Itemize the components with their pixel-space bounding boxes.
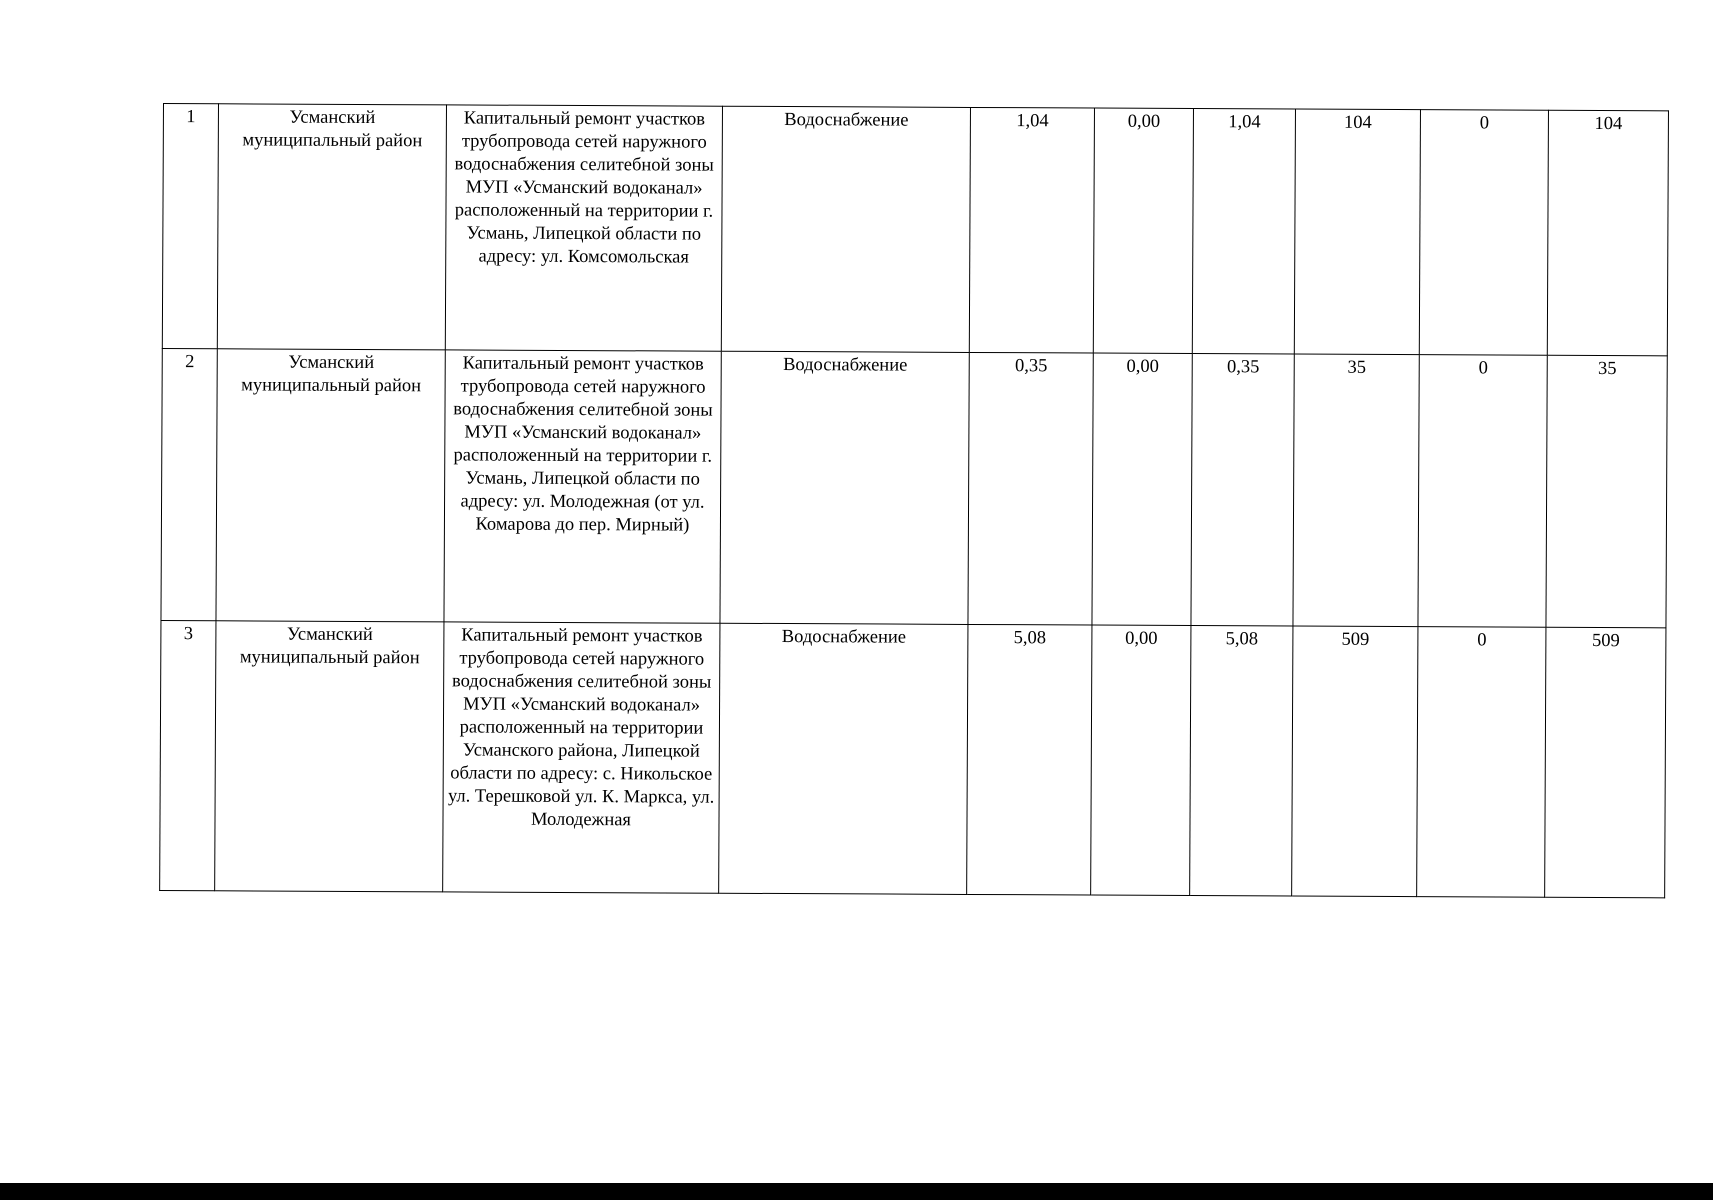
value-cell: 0 (1417, 627, 1546, 898)
value-cell: 5,08 (967, 624, 1092, 895)
description-cell: Капитальный ремонт участков трубопровода сетей наружного водоснабжения селитебной зоны МУП «Усманский водоканал» расположенный на территории г. Усмань, Липецкой области по адресу: ул. Молодежная (от ул. Комарова до пер. Мирный) (444, 350, 721, 623)
value-cell: 35 (1293, 354, 1419, 627)
district-cell: Усманский муниципальный район (217, 104, 446, 350)
scan-edge-bar (0, 1183, 1713, 1200)
row-number: 3 (160, 620, 216, 890)
district-cell: Усманский муниципальный район (215, 621, 444, 892)
row-number: 1 (162, 104, 218, 349)
service-cell: Водоснабжение (720, 351, 969, 624)
value-cell: 509 (1545, 627, 1666, 898)
service-cell: Водоснабжение (719, 623, 968, 894)
value-cell: 104 (1294, 109, 1420, 355)
table-row (160, 620, 1666, 897)
value-cell: 0,00 (1091, 625, 1191, 895)
projects-table (159, 103, 1669, 898)
value-cell: 1,04 (969, 107, 1094, 353)
value-cell: 0,00 (1092, 353, 1192, 625)
value-cell: 0 (1419, 110, 1548, 356)
description-cell: Капитальный ремонт участков трубопровода сетей наружного водоснабжения селитебной зоны МУП «Усманский водоканал» расположенный на территории Усманского района, Липецкой области по адресу: с. Никольское ул. Терешковой ул. К. Маркса, ул. Молодежная (443, 622, 720, 893)
district-cell: Усманский муниципальный район (216, 349, 445, 622)
row-number: 2 (161, 348, 217, 620)
description-cell: Капитальный ремонт участков трубопровода сетей наружного водоснабжения селитебной зоны МУП «Усманский водоканал» расположенный на территории г. Усмань, Липецкой области по адресу: ул. Комсомольская (445, 105, 722, 351)
value-cell: 0,35 (968, 352, 1093, 625)
value-cell: 0 (1418, 355, 1547, 628)
value-cell: 0,00 (1093, 108, 1193, 353)
value-cell: 0,35 (1191, 354, 1294, 626)
value-cell: 509 (1292, 626, 1418, 897)
value-cell: 35 (1546, 355, 1667, 628)
value-cell: 104 (1547, 110, 1668, 356)
service-cell: Водоснабжение (721, 106, 970, 352)
value-cell: 1,04 (1192, 109, 1295, 354)
table-row (162, 104, 1668, 356)
table-row (161, 348, 1667, 627)
value-cell: 5,08 (1190, 626, 1293, 896)
